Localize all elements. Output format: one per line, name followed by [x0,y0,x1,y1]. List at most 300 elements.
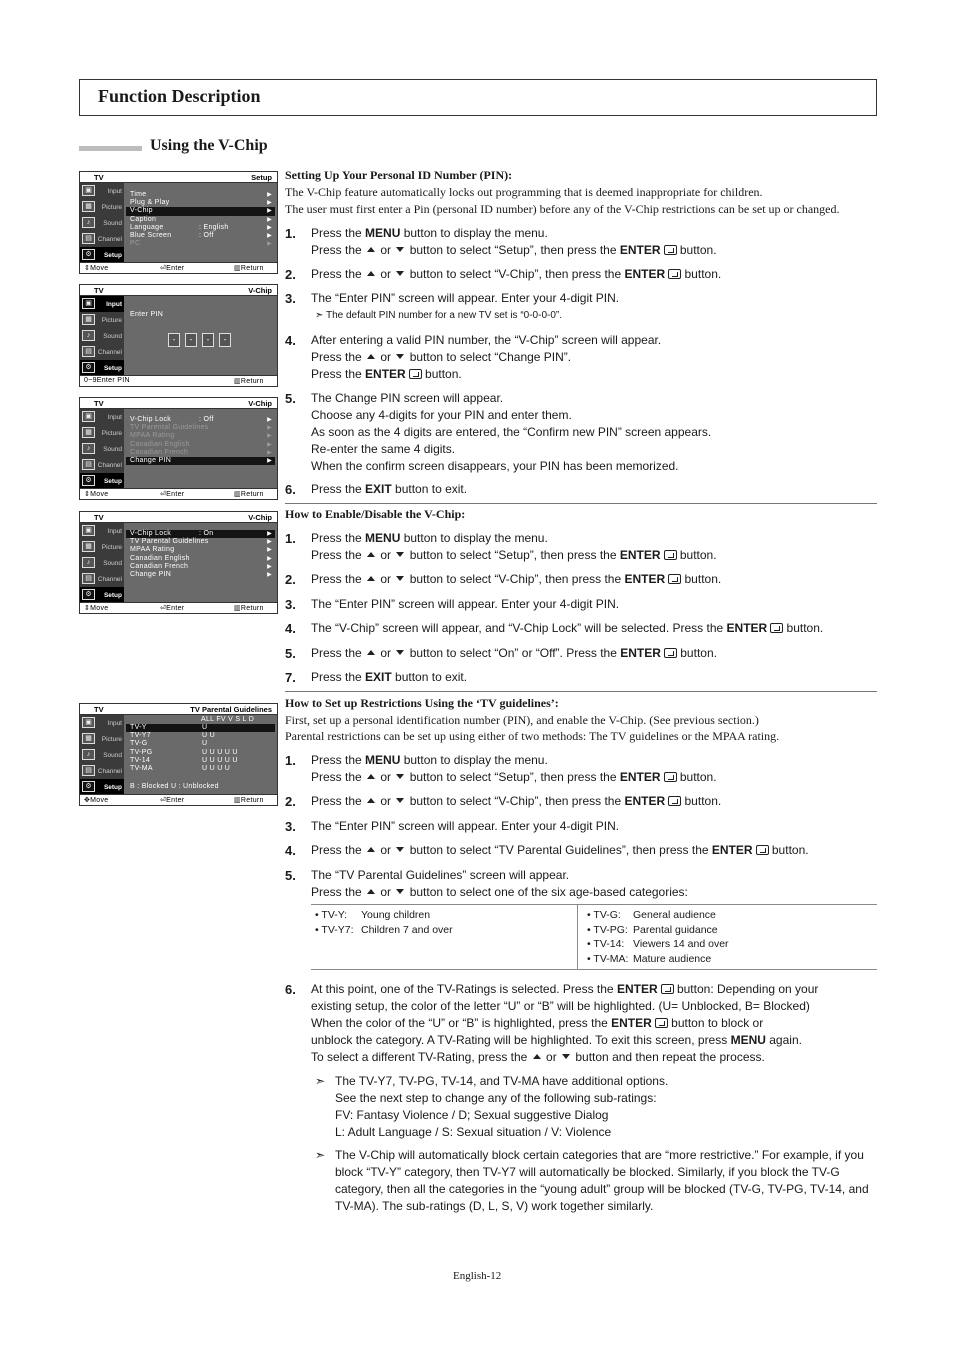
text: button. [676,646,717,660]
arrow-right-icon: ▶ [267,555,272,562]
pin-digit[interactable]: - [185,333,197,347]
sidebar-item-sound [80,328,124,344]
enter-icon [756,845,769,855]
rating-legend: B : Blocked U : Unblocked [130,783,219,791]
enter-key: ENTER [620,646,661,660]
sidebar-label: Picture [101,317,122,324]
menu-label: Plug & Play [130,199,170,207]
text: button. [676,243,717,257]
input-icon: ▣ [82,298,95,309]
arrow-right-icon: ▶ [267,200,272,207]
menu-item [126,199,275,207]
rating-code: • TV-MA: [587,952,629,965]
text: Press the [311,670,366,684]
step-body [311,571,877,588]
sidebar-item-channel [80,763,124,779]
arrow-down-icon [396,650,404,655]
ratings-table [311,904,877,970]
sidebar-label: Setup [103,365,122,372]
sidebar-label: Setup [103,478,122,485]
step-number: 4. [285,333,296,348]
arrow-up-icon [533,1054,541,1059]
text: or [377,885,395,899]
move-label: Move [90,797,109,804]
channel-icon: ▤ [82,573,95,584]
step-line [311,266,877,283]
menu-item [126,232,275,240]
sound-icon: ♪ [82,330,95,341]
menu-label: Language [130,223,164,231]
step-number: 3. [285,291,296,306]
rating-row [126,740,275,748]
step-line [311,349,877,366]
rating-marks: U U U U U [202,748,238,756]
arrow-right-icon: ▶ [267,208,272,215]
step-number: 6. [285,482,296,497]
rating-label: TV-Y7 [130,732,151,740]
note-line: The TV-Y7, TV-PG, TV-14, and TV-MA have additional options. [335,1074,669,1088]
step-line [311,366,877,383]
text: button. [768,843,809,857]
step-number: 1. [285,531,296,546]
screen-menu [126,716,275,791]
screen-sidebar [80,409,124,488]
menu-item [126,224,275,232]
menu-item [126,449,275,457]
step-line: The Change PIN screen will appear. [311,391,504,405]
text: button: Depending on your [673,982,819,996]
enter-icon [409,369,422,379]
menu-item [126,546,275,554]
screen-source: TV [94,286,104,295]
arrow-down-icon [396,774,404,779]
move-label: Move [90,491,109,498]
sidebar-item-input [80,183,124,199]
exit-key: EXIT [365,482,392,496]
text: button to select one of the six age-based categories: [406,885,688,899]
enter-key: ENTER [624,267,666,281]
return-label: Return [240,491,264,498]
rating-entry [587,938,877,953]
menu-item [126,424,275,432]
rating-marks: U U [202,732,215,740]
enter-icon [664,772,677,782]
step-body [311,752,877,786]
note-arrow-icon: ➣ [315,1148,326,1162]
sidebar-label: Setup [103,252,122,259]
text: button and then repeat the process. [572,1050,765,1064]
sidebar-item-sound [80,747,124,763]
text: button. [681,794,722,808]
enter-key: ENTER [365,367,406,381]
arrow-right-icon: ▶ [267,192,272,198]
menu-item [126,563,275,571]
text: button to select “V-Chip”, then press the [406,572,625,586]
step-body [311,596,877,613]
sound-icon: ♪ [82,443,95,454]
rating-code: • TV-14: [587,938,625,950]
exit-key: EXIT [365,670,392,684]
rating-marks: U [202,740,208,748]
arrow-down-icon [396,552,404,557]
input-icon: ▣ [82,525,95,536]
ratings-column-young [311,905,578,969]
move-label: Move [90,605,109,612]
input-icon: ▣ [82,411,95,422]
step-body [311,818,877,835]
step-line [311,842,877,859]
sidebar-label: Sound [103,220,122,227]
picture-icon: ▦ [82,314,95,325]
sidebar-label: Input [107,528,122,535]
rating-desc: Viewers 14 and over [633,938,729,950]
rating-label: TV-14 [130,756,151,764]
text: or [377,770,395,784]
enter-key: ENTER [624,794,666,808]
text: or [377,572,395,586]
tv-screen-vchip-off [79,397,278,500]
sidebar-item-setup [80,360,124,376]
picture-icon: ▦ [82,541,95,552]
text: or [377,548,395,562]
guide-intro-1: First, set up a personal identification number (PIN), and enable the V-Chip. (See previous section.) [285,713,759,727]
rating-entry [587,924,877,939]
menu-label: Change PIN [130,456,172,464]
channel-icon: ▤ [82,459,95,470]
arrow-right-icon: ▶ [267,531,272,537]
menu-label: Blue Screen [130,231,172,239]
sidebar-item-input [80,409,124,425]
arrow-right-icon: ▶ [267,571,272,578]
step-line [311,669,877,686]
pin-digit[interactable]: - [219,333,231,347]
screen-title: V-Chip [248,286,272,295]
menu-label: TV Parental Guidelines [130,424,209,432]
screen-sidebar [80,523,124,602]
step-line [311,981,877,998]
channel-icon: ▤ [82,765,95,776]
menu-label: Caption [130,215,157,223]
arrow-right-icon: ▶ [267,232,272,239]
menu-label: MPAA Rating [130,432,175,440]
sound-icon: ♪ [82,557,95,568]
enter-hint: ⏎Enter [160,491,185,498]
arrow-right-icon: ▶ [267,457,272,464]
arrow-right-icon: ▶ [267,563,272,570]
sidebar-item-setup [80,247,124,263]
arrow-down-icon [396,576,404,581]
move-label: Move [90,265,109,272]
sidebar-item-channel [80,571,124,587]
sidebar-label: Picture [101,204,122,211]
enter-hint: ⏎Enter [160,265,185,272]
screen-menu [126,191,275,248]
step-line [311,1015,877,1032]
tv-screen-setup [79,171,278,274]
menu-key: MENU [365,531,401,545]
sidebar-item-setup [80,587,124,603]
text: Press the [311,482,366,496]
text: or [377,794,395,808]
arrow-down-icon [396,847,404,852]
arrow-right-icon: ▶ [267,216,272,223]
step-body [311,981,877,1066]
menu-item [126,416,275,424]
text: button to select “Change PIN”. [406,350,572,364]
step-body [311,620,877,637]
rating-desc: Parental guidance [633,923,718,936]
pin-intro-2: The user must first enter a Pin (personal ID number) before any of the V-Chip restrictions can be set up or changed. [285,202,840,216]
menu-item [126,432,275,440]
sidebar-label: Channel [97,462,122,469]
pin-digit[interactable]: - [168,333,180,347]
arrow-down-icon [396,798,404,803]
menu-label: Canadian French [130,562,189,570]
text: When the color of the “U” or “B” is highlighted, press the [311,1016,612,1030]
menu-label: Canadian French [130,448,189,456]
menu-key: MENU [365,753,401,767]
enter-key: ENTER [711,843,753,857]
enter-icon [661,984,674,994]
step-body [311,481,877,498]
sidebar-item-picture [80,199,124,215]
text: Press the [311,794,366,808]
menu-label: Canadian English [130,440,190,448]
text: Press the [311,548,366,562]
note-line [311,307,877,324]
note-text: The default PIN number for a new TV set is “0-0-0-0”. [325,310,563,321]
enter-label: Enter [166,605,185,612]
arrow-up-icon [367,847,375,852]
text: Press the [311,753,366,767]
menu-label: PC [130,240,141,248]
arrow-down-icon [396,889,404,894]
channel-icon: ▤ [82,233,95,244]
rating-entry [587,953,877,968]
menu-item [126,530,275,538]
screen-source: TV [94,705,104,714]
step-number: 1. [285,226,296,241]
menu-label: V-Chip Lock [130,530,172,537]
sidebar-label: Input [107,720,122,727]
step-line: Choose any 4-digits for your PIN and enter them. [311,408,572,422]
text: again. [765,1033,802,1047]
step-line: The “TV Parental Guidelines” screen will appear. [311,868,570,882]
text: button to select “Setup”, then press the [406,770,620,784]
screen-menu [126,311,275,319]
enter-label: Enter [166,265,185,272]
move-hint: ⇕Move [84,265,109,272]
rating-label: TV-G [130,740,148,748]
step-body [311,530,877,564]
text: Press the [311,531,366,545]
text: button to select “TV Parental Guidelines”, then press the [406,843,712,857]
picture-icon: ▦ [82,733,95,744]
rating-label: TV-PG [130,748,153,756]
sidebar-item-input [80,715,124,731]
text: At this point, one of the TV-Ratings is selected. Press the [311,982,617,996]
arrow-right-icon: ▶ [267,417,272,423]
page-title: Function Description [98,86,261,106]
text: or [377,267,395,281]
screen-menu [126,416,275,465]
note-arrow-icon: ➣ [315,310,326,321]
menu-item [126,571,275,579]
text: or [377,646,395,660]
enter-icon [668,574,681,584]
arrow-right-icon: ▶ [267,441,272,448]
enter-icon [664,648,677,658]
text: button to select “Setup”, then press the [406,243,620,257]
step-line [311,242,877,259]
arrow-right-icon: ▶ [267,425,272,432]
text: To select a different TV-Rating, press the [311,1050,531,1064]
step-number: 2. [285,794,296,809]
rating-label: TV-MA [130,764,153,772]
sidebar-label: Channel [97,576,122,583]
menu-key: MENU [730,1033,766,1047]
step-line [311,752,877,769]
screen-source: TV [94,399,104,408]
step-line: The “Enter PIN” screen will appear. Enter your 4-digit PIN. [311,291,620,305]
ratings-column-general [579,905,877,969]
enable-heading: How to Enable/Disable the V-Chip: [285,507,466,521]
screen-footer [80,794,277,805]
step-line [311,571,877,588]
pin-intro-1: The V-Chip feature automatically locks out programming that is deemed inappropriate for children. [285,185,763,199]
screen-title: Setup [251,173,272,182]
text: button. [681,572,722,586]
sound-icon: ♪ [82,217,95,228]
sidebar-item-sound [80,555,124,571]
step-line: existing setup, the color of the letter “U” or “B” will be highlighted. (U= Unblocked, B= Blocked) [311,999,810,1013]
channel-icon: ▤ [82,346,95,357]
step-body [311,332,877,383]
page-header [79,79,877,116]
text: button to select “On” or “Off”. Press the [406,646,621,660]
enter-icon [668,796,681,806]
rating-entry [315,909,577,924]
divider [285,503,877,504]
screen-sidebar [80,296,124,375]
menu-item [126,216,275,224]
arrow-right-icon: ▶ [267,241,272,248]
sidebar-label: Channel [97,236,122,243]
step-body [311,669,877,686]
screen-title: V-Chip [248,399,272,408]
text: Press the [311,243,366,257]
step-line [311,645,877,662]
return-hint: ▥Return [234,378,264,385]
note-line: FV: Fantasy Violence / D; Sexual suggestive Dialog [335,1108,609,1122]
step-line [311,620,877,637]
rating-entry [315,924,577,939]
step-body [311,266,877,283]
text: or [377,243,395,257]
enter-key: ENTER [616,982,658,996]
step-line [311,530,877,547]
enter-label: Enter [166,491,185,498]
pin-digit[interactable]: - [202,333,214,347]
step-number: 7. [285,670,296,685]
setup-icon: ⚙ [82,475,95,486]
menu-label: Canadian English [130,554,190,562]
step-number: 4. [285,843,296,858]
enter-icon [664,550,677,560]
menu-item [126,555,275,563]
menu-item [126,441,275,449]
note-text: The V-Chip will automatically block certain categories that are “more restrictive.” For example, if you block “TV-Y” category, then TV-Y7 will automatically be blocked. Similarly, if you block the TV-G category, then all the categories in the “young adult” group will be blocked (TV-G, TV-PG, TV-14, and TV-MA). The sub-ratings (D, L, S, V) work together similarly. [335,1148,869,1213]
step-body [311,793,877,810]
rating-code: • TV-Y: [315,909,348,921]
arrow-right-icon: ▶ [267,224,272,231]
step-line: Re-enter the same 4 digits. [311,442,456,456]
rating-code: • TV-Y7: [315,923,354,936]
sidebar-label: Channel [97,349,122,356]
sound-icon: ♪ [82,749,95,760]
picture-icon: ▦ [82,201,95,212]
screen-sidebar [80,183,124,262]
step-number: 2. [285,267,296,282]
setup-icon: ⚙ [82,781,95,792]
rating-code: • TV-PG: [587,923,628,936]
screen-titlebar [80,398,277,409]
guide-intro-2: Parental restrictions can be set up using either of two methods: The TV guidelines or the MPAA rating. [285,729,780,743]
step-number: 3. [285,819,296,834]
rating-desc: Children 7 and over [361,923,453,936]
menu-item [126,457,275,465]
rating-row [126,724,275,732]
step-body [311,645,877,662]
screen-footer [80,375,277,386]
arrow-up-icon [367,889,375,894]
step-number: 6. [285,982,296,997]
menu-item [126,240,275,248]
menu-item [126,207,275,215]
digit-hint: 0~9Enter PIN [84,377,130,384]
menu-label: Time [130,191,147,198]
enter-key: ENTER [611,1016,652,1030]
step-body [311,225,877,259]
step-number: 2. [285,572,296,587]
text: Press the [311,885,366,899]
arrow-right-icon: ▶ [267,539,272,546]
arrow-up-icon [367,576,375,581]
enter-icon [770,623,783,633]
step-line [311,225,877,242]
text: Press the [311,267,366,281]
sidebar-item-channel [80,457,124,473]
arrow-up-icon [367,552,375,557]
input-icon: ▣ [82,185,95,196]
screen-source: TV [94,513,104,522]
text: Press the [311,770,366,784]
text: button. [676,548,717,562]
text: The “V-Chip” screen will appear, and “V-Chip Lock” will be selected. Press the [311,621,727,635]
screen-titlebar [80,704,277,715]
return-hint: ▥Return [234,491,264,498]
menu-label: V-Chip [130,207,153,215]
sidebar-label: Sound [103,446,122,453]
text: button. [783,621,824,635]
menu-item [126,538,275,546]
text: unblock the category. A TV-Rating will be highlighted. To exit this screen, press [311,1033,731,1047]
sidebar-label: Sound [103,752,122,759]
rating-desc: General audience [633,909,716,921]
note-arrow-icon: ➣ [315,1074,326,1088]
move-hint: ⇕Move [84,605,109,612]
note-body [335,1073,877,1141]
